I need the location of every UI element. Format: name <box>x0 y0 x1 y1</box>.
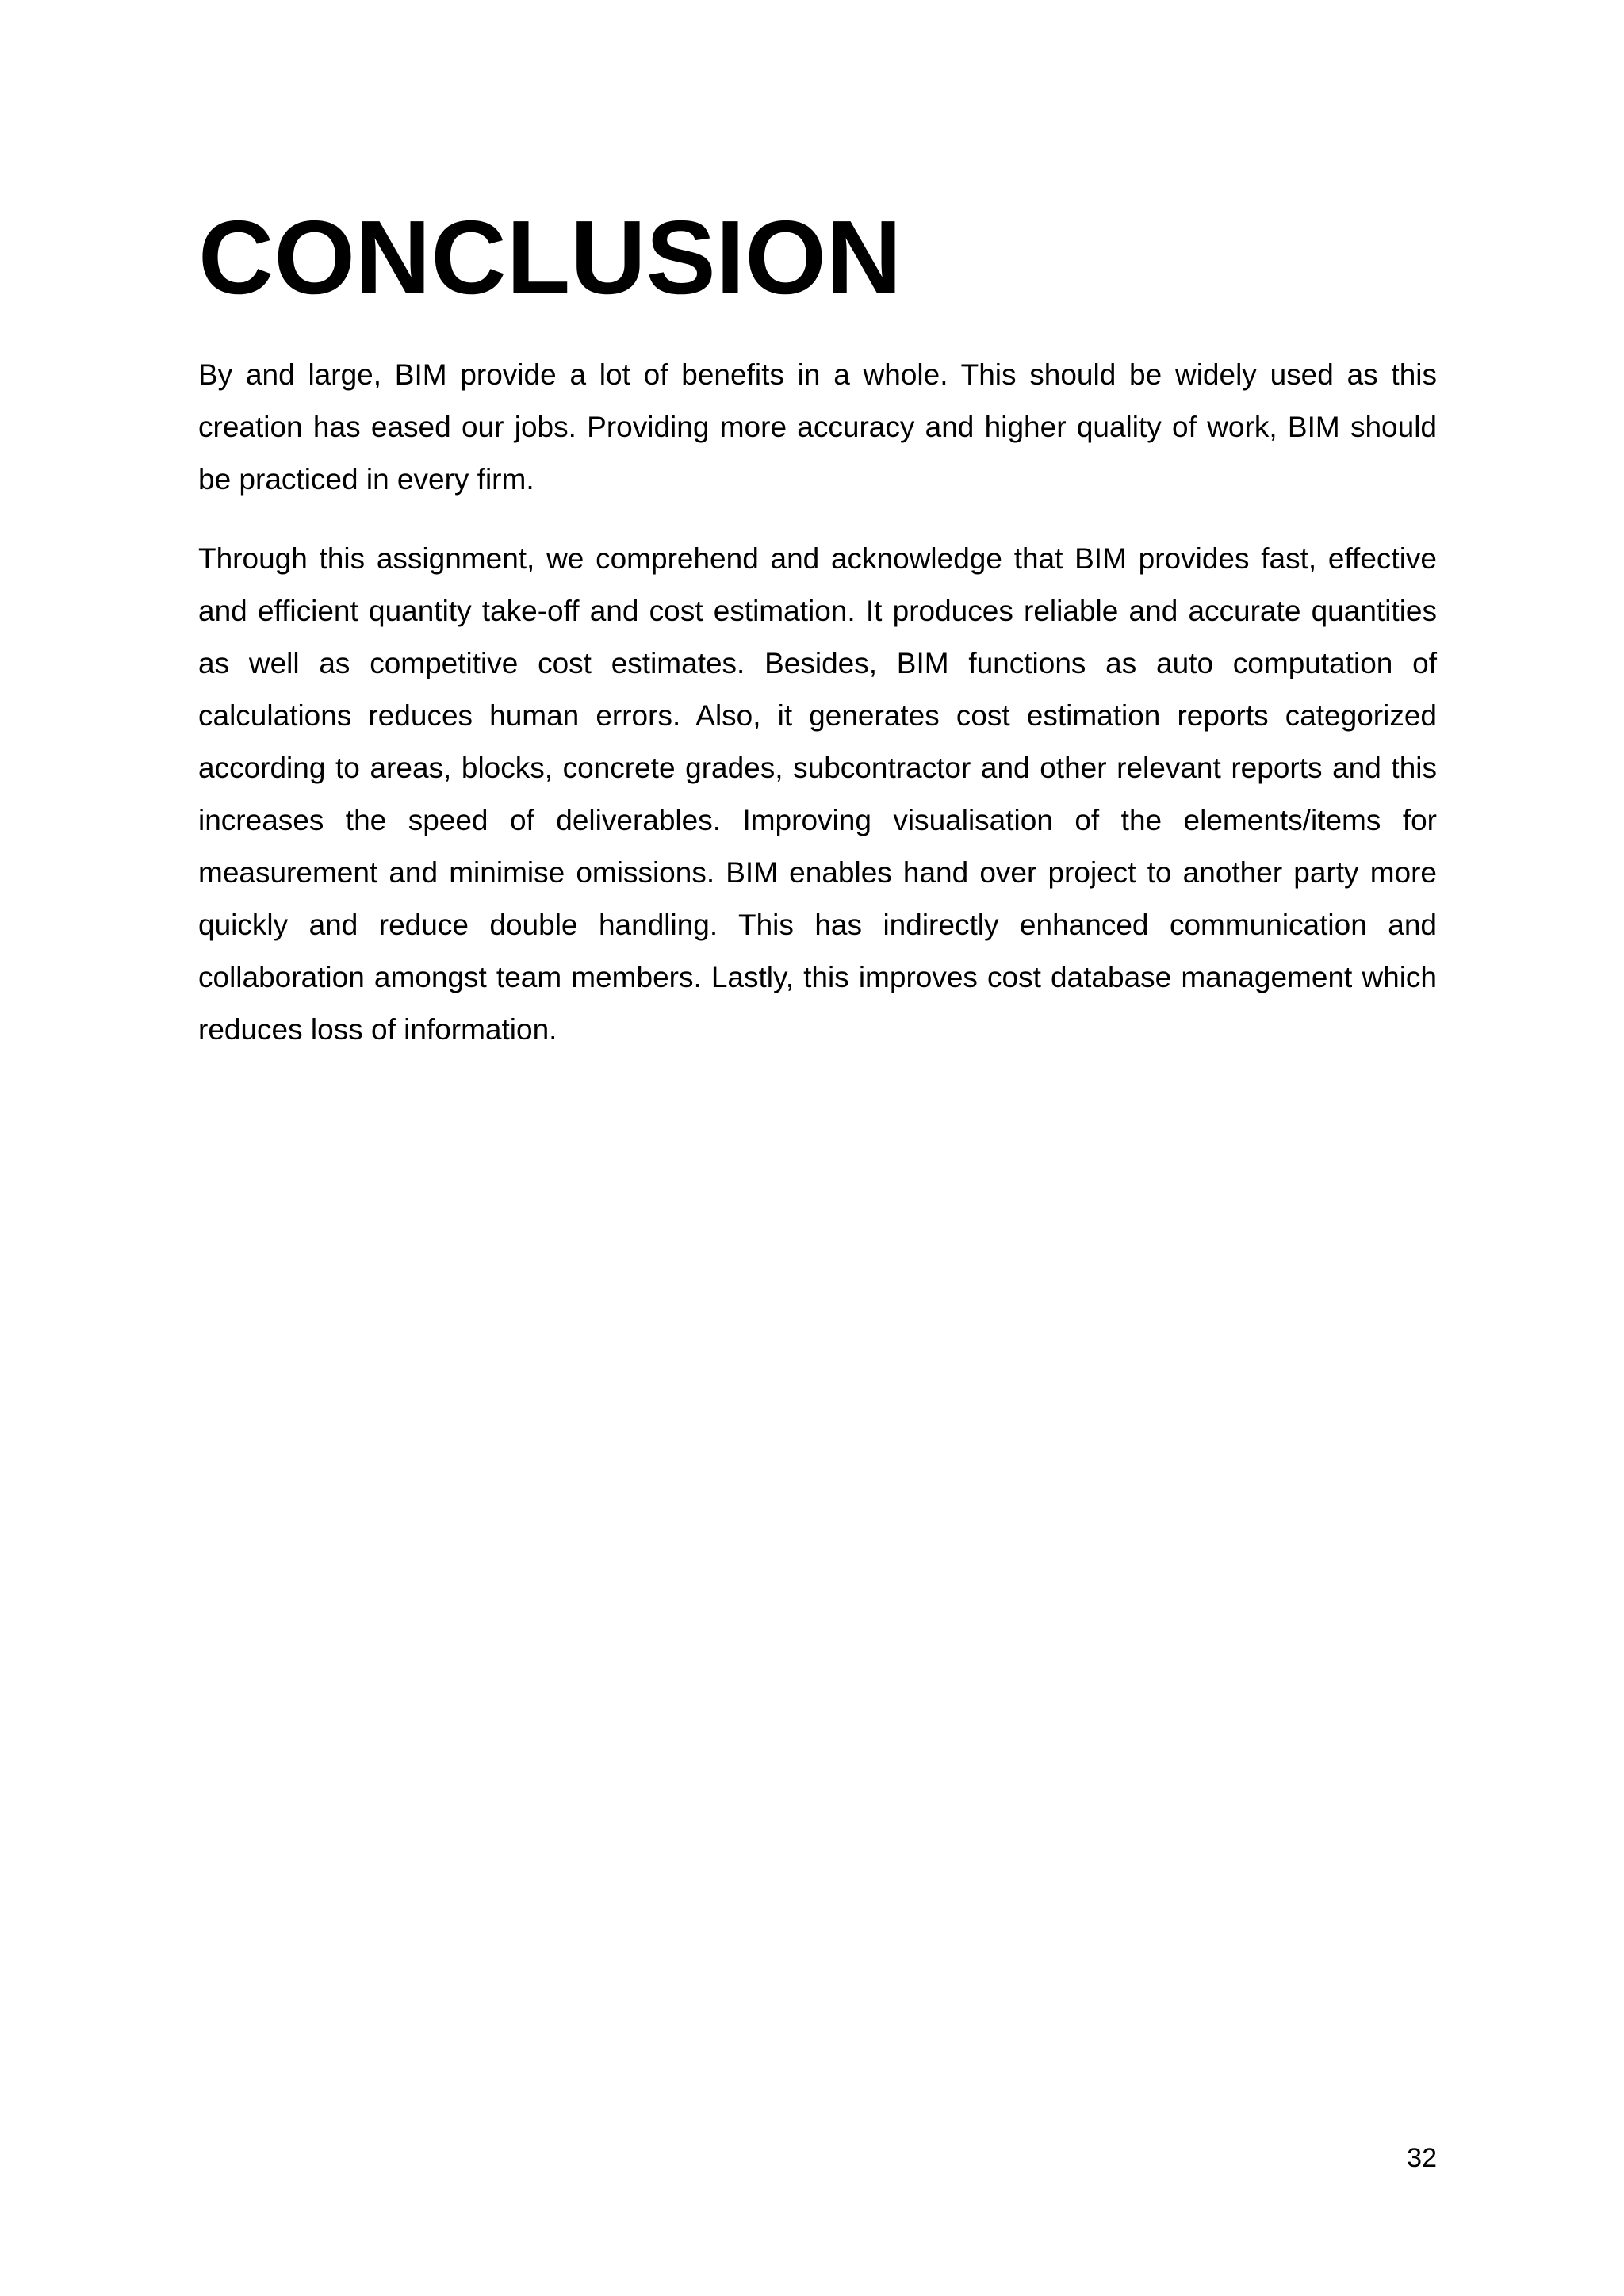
page-number: 32 <box>1407 2143 1437 2173</box>
page-title: CONCLUSION <box>198 199 902 316</box>
page-content <box>198 198 1437 1056</box>
conclusion-paragraph-1: By and large, BIM provide a lot of benefits in a whole. This should be widely used as this creation has eased our jobs. Providing more accuracy and higher quality of work, BIM should be practiced in every firm. <box>198 358 1437 496</box>
conclusion-paragraph-2: Through this assignment, we comprehend and acknowledge that BIM provides fast, effective and efficient quantity take-off and cost estimation. It produces reliable and accurate quantities as well as competitive cost estimates. Besides, BIM functions as auto computation of calculations reduces human errors. Also, it generates cost estimation reports categorized according to areas, blocks, concrete grades, subcontractor and other relevant reports and this increases the speed of deliverables. Improving visualisation of the elements/items for measurement and minimise omissions. BIM enables hand over project to another party more quickly and reduce double handling. This has indirectly enhanced communication and collaboration amongst team members. Lastly, this improves cost database management which reduces loss of information. <box>198 542 1437 1046</box>
